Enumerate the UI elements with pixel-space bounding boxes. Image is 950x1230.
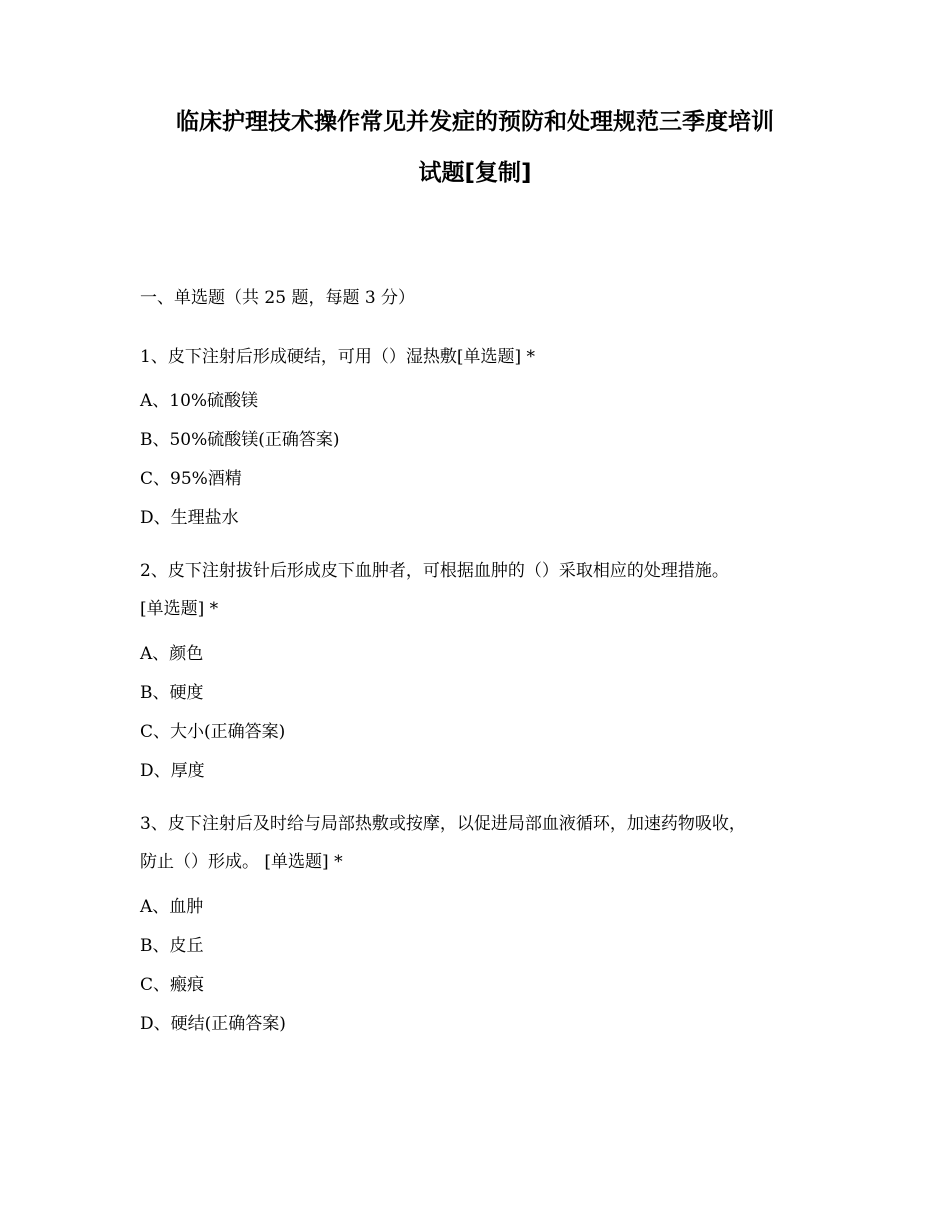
question-3-option-d: D、硬结(正确答案) (140, 1014, 286, 1034)
question-1-option-b: B、50%硫酸镁(正确答案) (140, 430, 340, 450)
question-2-option-d: D、厚度 (140, 761, 205, 781)
section-heading: 一、单选题（共 25 题，每题 3 分） (140, 288, 416, 308)
question-3-text-line-1: 3、皮下注射后及时给与局部热敷或按摩，以促进局部血液循环，加速药物吸收， (140, 814, 746, 834)
question-2-option-b: B、硬度 (140, 683, 204, 703)
question-2-option-a: A、颜色 (140, 644, 204, 664)
question-2-option-c: C、大小(正确答案) (140, 722, 286, 742)
document-title-line-1: 临床护理技术操作常见并发症的预防和处理规范三季度培训 (176, 109, 774, 135)
question-3-option-a: A、血肿 (140, 897, 204, 917)
question-1-option-d: D、生理盐水 (140, 508, 239, 528)
question-2-text-line-1: 2、皮下注射拔针后形成皮下血肿者，可根据血肿的（）采取相应的处理措施。 (140, 561, 729, 581)
document-title-line-2: 试题[复制] (418, 160, 532, 186)
question-3-text-line-2: 防止（）形成。 [单选题] * (140, 852, 343, 872)
question-3-option-b: B、皮丘 (140, 936, 204, 956)
question-1-option-a: A、10%硫酸镁 (140, 391, 259, 411)
question-1-text: 1、皮下注射后形成硬结，可用（）湿热敷[单选题] * (140, 347, 535, 367)
question-1-option-c: C、95%酒精 (140, 469, 242, 489)
question-2-text-line-2: [单选题] * (140, 599, 219, 619)
question-3-option-c: C、瘢痕 (140, 975, 205, 995)
